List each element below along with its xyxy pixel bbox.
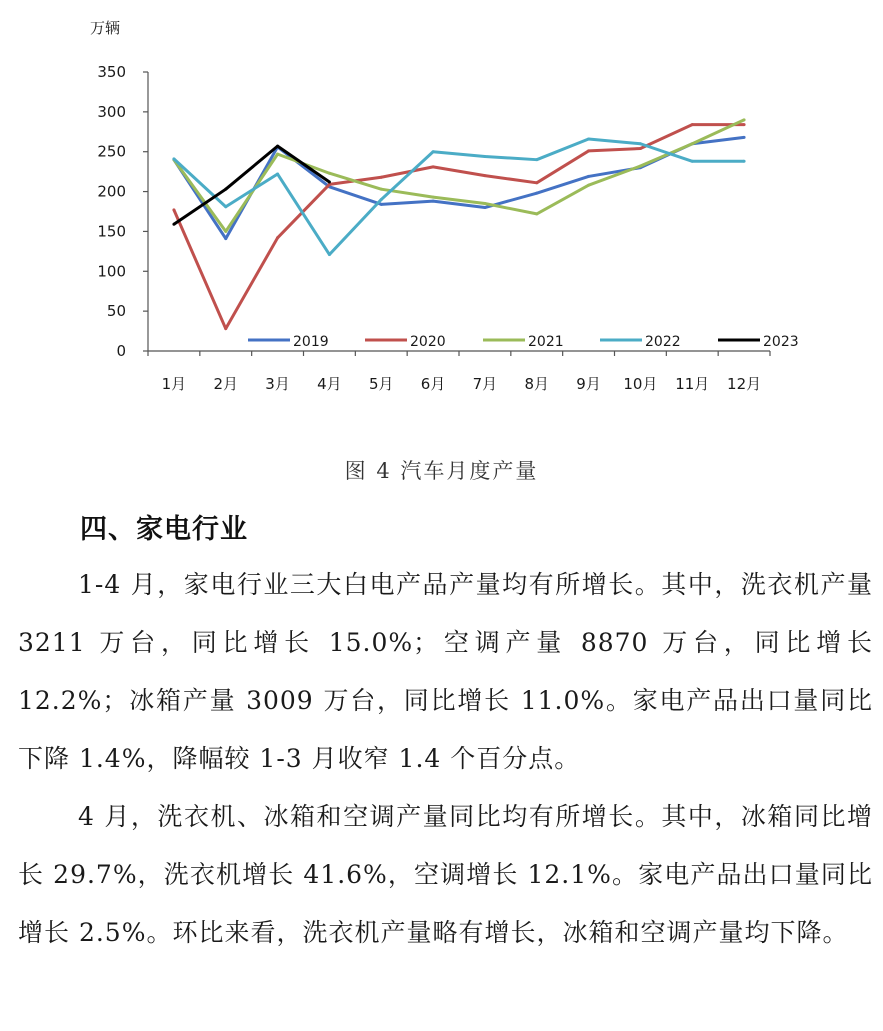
data-point-2019 xyxy=(535,192,538,195)
data-point-2020 xyxy=(432,165,435,168)
paragraph-2: 4 月，洗衣机、冰箱和空调产量同比均有所增长。其中，冰箱同比增长 29.7%，洗衣机增长 41.6%，空调增长 12.1%。家电产品出口量同比增长 2.5%。环比来看，洗衣机产量略有增长，冰箱和空调产量均下降。 xyxy=(18,802,873,947)
data-point-2021 xyxy=(328,172,331,175)
data-point-2022 xyxy=(743,160,746,163)
data-point-2019 xyxy=(587,175,590,178)
data-point-2022 xyxy=(328,253,331,256)
data-point-2022 xyxy=(224,205,227,208)
data-point-2021 xyxy=(224,230,227,233)
legend-label-2022: 2022 xyxy=(645,334,681,350)
legend-label-2020: 2020 xyxy=(410,334,446,350)
x-tick-label: 1月 xyxy=(161,375,187,393)
y-tick-label: 300 xyxy=(97,102,126,121)
data-point-2022 xyxy=(276,173,279,176)
y-tick-label: 150 xyxy=(97,222,126,241)
data-point-2019 xyxy=(743,136,746,139)
y-tick-label: 350 xyxy=(97,63,126,81)
section-heading: 四、家电行业 xyxy=(80,514,248,545)
y-tick-label: 250 xyxy=(97,142,126,161)
data-point-2020 xyxy=(639,147,642,150)
x-tick-label: 3月 xyxy=(265,375,290,393)
data-point-2020 xyxy=(691,123,694,126)
y-tick-label: 0 xyxy=(116,342,126,360)
data-point-2020 xyxy=(276,236,279,239)
x-tick-label: 6月 xyxy=(420,375,446,393)
series-line-2021 xyxy=(174,120,744,232)
data-point-2023 xyxy=(172,223,175,226)
data-point-2020 xyxy=(380,176,383,179)
data-point-2022 xyxy=(535,158,538,161)
legend-label-2021: 2021 xyxy=(528,334,564,350)
x-tick-label: 7月 xyxy=(472,375,498,393)
data-point-2021 xyxy=(535,212,538,215)
data-point-2019 xyxy=(224,237,227,240)
data-point-2020 xyxy=(172,208,175,211)
series-line-2022 xyxy=(174,139,744,255)
auto-monthly-production-chart xyxy=(0,0,883,410)
data-point-2023 xyxy=(276,145,279,148)
data-point-2021 xyxy=(639,165,642,168)
y-tick-label: 100 xyxy=(97,262,126,281)
data-point-2022 xyxy=(432,150,435,153)
x-tick-label: 9月 xyxy=(576,375,601,393)
data-point-2020 xyxy=(587,149,590,152)
x-tick-label: 8月 xyxy=(524,375,550,393)
data-point-2022 xyxy=(691,160,694,163)
data-point-2020 xyxy=(224,327,227,330)
figure-caption: 图 4 汽车月度产量 xyxy=(344,459,539,483)
data-point-2019 xyxy=(380,203,383,206)
x-tick-label: 11月 xyxy=(675,375,710,393)
legend-label-2019: 2019 xyxy=(293,334,329,350)
x-tick-label: 12月 xyxy=(727,375,762,393)
data-point-2021 xyxy=(743,118,746,121)
x-tick-label: 4月 xyxy=(317,375,342,393)
data-point-2020 xyxy=(743,123,746,126)
data-point-2021 xyxy=(380,188,383,191)
data-point-2020 xyxy=(483,174,486,177)
data-point-2021 xyxy=(432,196,435,199)
x-tick-label: 10月 xyxy=(623,375,658,393)
data-point-2022 xyxy=(172,157,175,160)
y-tick-label: 50 xyxy=(106,302,126,321)
data-point-2021 xyxy=(276,153,279,156)
x-tick-label: 2月 xyxy=(213,375,239,393)
x-tick-label: 5月 xyxy=(368,375,394,393)
data-point-2023 xyxy=(328,181,331,184)
data-point-2021 xyxy=(483,202,486,205)
data-point-2021 xyxy=(691,142,694,145)
data-point-2020 xyxy=(535,181,538,184)
data-point-2022 xyxy=(587,137,590,140)
series-line-2019 xyxy=(174,137,744,238)
data-point-2019 xyxy=(483,206,486,209)
data-point-2019 xyxy=(432,200,435,203)
data-point-2022 xyxy=(639,142,642,145)
data-point-2023 xyxy=(224,188,227,191)
y-axis-unit-label: 万辆 xyxy=(90,19,121,37)
series-line-2023 xyxy=(174,146,329,224)
data-point-2021 xyxy=(587,184,590,187)
y-tick-label: 200 xyxy=(97,182,126,201)
paragraph-1: 1-4 月，家电行业三大白电产品产量均有所增长。其中，洗衣机产量 3211 万台，同比增长 15.0%；空调产量 8870 万台，同比增长 12.2%；冰箱产量 3009 万台，同比增长 11.0%。家电产品出口量同比下降 1.4%，降幅较 1-3 月收窄 1.4 个百分点。 xyxy=(18,570,873,773)
legend-label-2023: 2023 xyxy=(763,334,799,350)
data-point-2022 xyxy=(380,198,383,201)
data-point-2022 xyxy=(483,155,486,158)
